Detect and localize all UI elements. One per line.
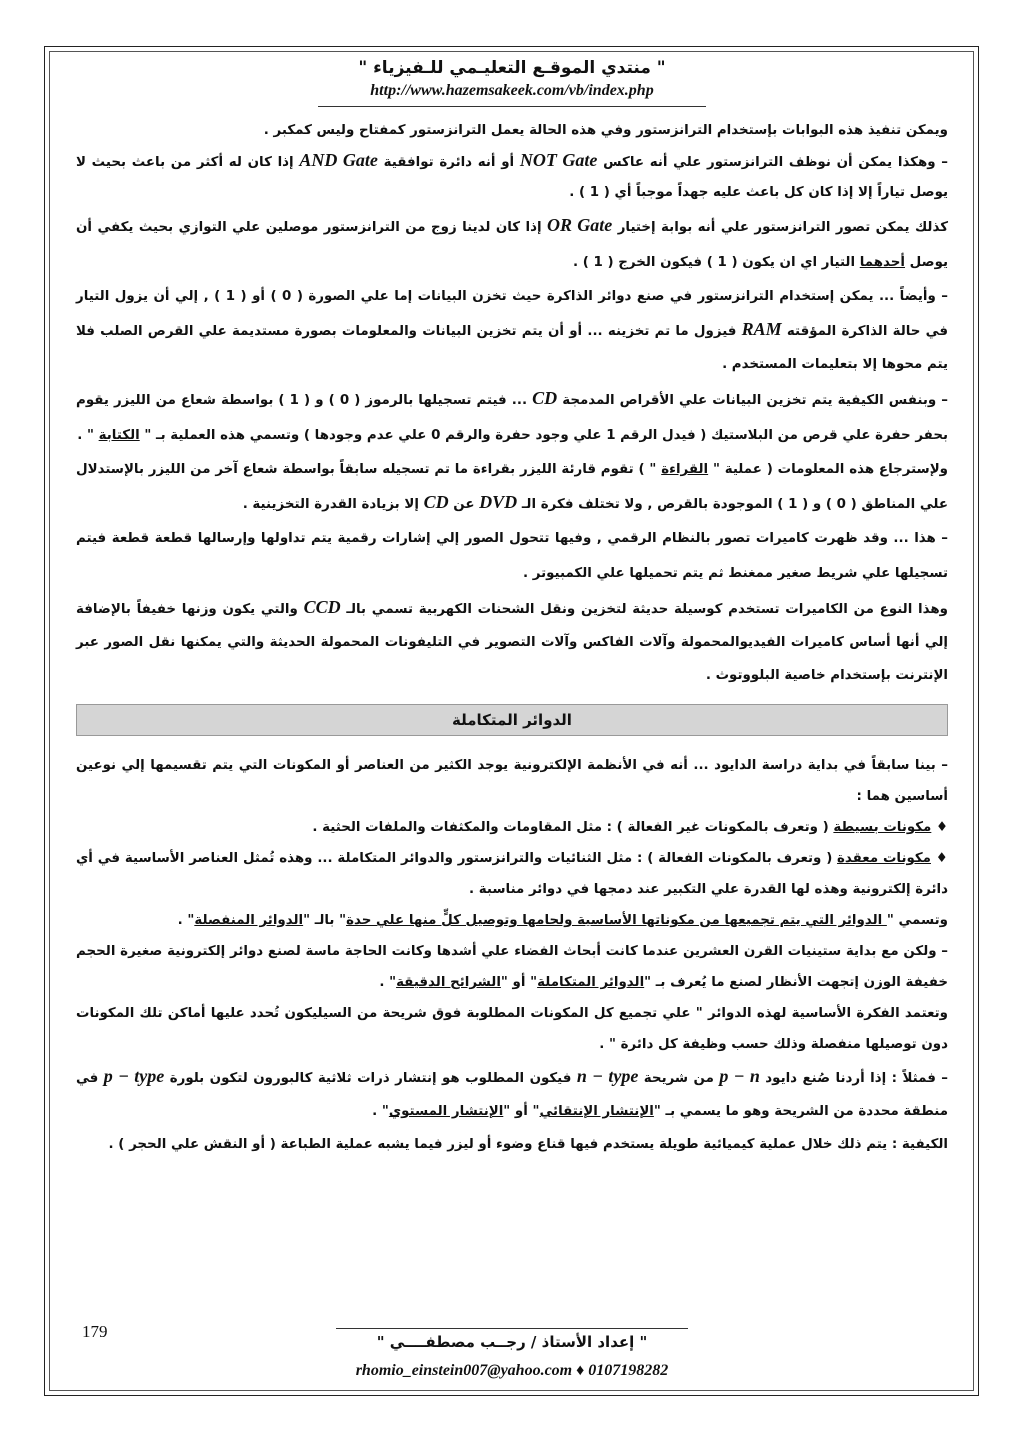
bullet-icon: ♦	[931, 820, 948, 835]
paragraph	[76, 998, 948, 1060]
forum-url: http://www.hazemsakeek.com/vb/index.php	[370, 82, 654, 99]
underlined-term: أحدهما	[859, 255, 905, 270]
underlined-term: الشرائح الدقيقة	[396, 975, 501, 990]
section-heading-bar	[76, 704, 948, 736]
text-span: – بينا سابقاً في بداية دراسة الدايود ... أنه في الأنظمة الإلكترونية يوجد الكثير من العناصر أو المكونات التي يتم تقسيمها إلي نوعين أساسين هما :	[76, 758, 948, 804]
paragraph	[76, 750, 948, 812]
paragraph	[76, 843, 948, 905]
text-span: – وهكذا يمكن أن نوظف الترانزستور علي أنه عاكس	[603, 155, 948, 170]
term-ptype: p − type	[103, 1066, 165, 1086]
text-span: – فمثلاً : إذا أردنا صُنع دايود	[765, 1071, 948, 1086]
underlined-term: الكتابة	[98, 428, 140, 443]
text-span: وتسمي "	[886, 913, 948, 928]
underlined-term: الإنتشار المستوي	[388, 1104, 504, 1119]
text-span: ولإسترجاع هذه المعلومات ( عملية "	[712, 462, 949, 477]
text-span: فيكون المطلوب هو إنتشار ذرات ثلاثية كالبورون لتكون بلورة	[169, 1071, 572, 1086]
footer-divider	[336, 1328, 688, 1329]
section-title: الدوائر المتكاملة	[452, 711, 572, 729]
bullet-icon: ♦	[930, 851, 948, 866]
underlined-term: مكونات معقدة	[837, 851, 931, 866]
text-span: " .	[372, 1104, 389, 1119]
text-span: – هذا ... وقد ظهرت كاميرات تصور بالنظام الرقمي , وفيها تتحول الصور إلي إشارات رقمية يتم تداولها وإرسالها قطعة قطعة فيتم تسجيلها علي شريط صغير ممغنط ثم يتم تحميلها علي الكمبيوتر .	[76, 531, 948, 581]
text-span: عن	[453, 497, 475, 512]
paragraph	[76, 122, 948, 139]
term-ram: RAM	[741, 319, 782, 339]
text-span: ( وتعرف بالمكونات الفعالة ) : مثل الثنائيات والترانزستور والدوائر المتكاملة ... وهذه تُمثل العناصر الأساسية في أي دائرة إلكترونية وهذه لها القدرة علي التكبير عند دمجها في دوائر مناسبة .	[76, 851, 948, 897]
term-cd: CD	[423, 492, 449, 512]
text-span: – ولكن مع بداية ستينيات القرن العشرين عندما كانت أبحاث الفضاء علي أشدها وكانت الحاجة ماسة لصنع دوائر إلكترونية صغيرة الحجم خفيفة الوزن إتجهت الأنظار لصنع ما يُعرف بـ "	[76, 944, 948, 990]
text-span: ... فيتم تسجيلها بالرموز ( 0 ) و ( 1 ) بواسطة شعاع من الليزر يقوم بحفر حفرة علي قرص من البلاستيك ( فيدل الرقم 1 علي وجود حفرة والرقم 0 علي عدم وجودها ) وتسمي هذه العملية بـ "	[76, 393, 948, 443]
text-span: " ) تقوم قارئة الليزر بقراءة ما تم تسجيله سابقاً بواسطة شعاع آخر من الليزر بالإستدلال علي المناطق ( 0 ) و ( 1 ) الموجودة بالقرص , ولا تختلف فكرة الـ	[76, 462, 948, 512]
paragraph	[76, 145, 948, 208]
text-span: والتي يكون وزنها خفيفاً بالإضافة إلي أنها أساس كاميرات الفيديوالمحمولة وآلات الفاكس وآلات التصوير في التليفونات المحمولة الحديثة والتي يمكنها نقل الصور عبر الإنترنت بإستخدام خاصية البلووتوث .	[76, 602, 948, 683]
text-span: فيزول ما تم تخزينه ... أو أن يتم تخزين البيانات والمعلومات بصورة مستديمة علي القرص الصلب فلا يتم محوها إلا بتعليمات المستخدم .	[76, 324, 948, 372]
paragraph	[76, 591, 948, 692]
term-ntype: n − type	[576, 1066, 639, 1086]
text-span: أو أنه دائرة توافقية	[383, 155, 515, 170]
text-span: " أو "	[503, 1104, 540, 1119]
text-span: " بالـ "	[303, 913, 347, 928]
term-pn: p − n	[719, 1066, 760, 1086]
text-span: " .	[177, 913, 195, 928]
term-and-gate: AND Gate	[299, 150, 378, 170]
page-number: 179	[82, 1322, 108, 1341]
text-span: وهذا النوع من الكاميرات تستخدم كوسيلة حديثة لتخزين ونقل الشحنات الكهربية تسمي بالـ	[346, 602, 948, 617]
text-span: كذلك يمكن تصور الترانزستور علي أنه بوابة إختيار	[617, 220, 948, 235]
paragraph	[76, 905, 948, 936]
underlined-term: الدوائر المنفصلة	[194, 913, 304, 928]
page-header	[0, 58, 1024, 100]
paragraph	[76, 521, 948, 591]
term-dvd: DVD	[479, 492, 518, 512]
text-span: الكيفية : يتم ذلك خلال عملية كيميائية طويلة يستخدم فيها قناع وضوء أو ليزر فيما يشبه عملية الطباعة ( أو النقش علي الحجر ) .	[108, 1137, 948, 1152]
paragraph	[76, 812, 948, 843]
text-span: من شريحة	[643, 1071, 714, 1086]
paragraph	[76, 1060, 948, 1128]
text-span: في منطقة محددة من الشريحة وهو ما يسمي بـ "	[76, 1071, 948, 1119]
text-span: " .	[379, 975, 397, 990]
text-span: وتعتمد الفكرة الأساسية لهذه الدوائر " علي تجميع كل المكونات المطلوبة فوق شريحة من السيليكون تُحدد عليها أماكن تلك المكونات دون توصيلها منفصلة وذلك حسب وظيفة كل دائرة " .	[76, 1006, 948, 1052]
text-span: التيار اي ان يكون ( 1 ) فيكون الخرج ( 1 ) .	[572, 255, 856, 270]
underlined-term: الدوائر المتكاملة	[537, 975, 645, 990]
term-ccd: CCD	[303, 597, 341, 617]
paragraph	[76, 280, 948, 381]
text-span: – وأيضاً ... يمكن إستخدام الترانزستور في صنع دوائر الذاكرة حيث تخزن البيانات إما علي الصورة ( 0 ) أو ( 1 ) , إلي أن يزول التيار في حالة الذاكرة المؤقته	[76, 289, 948, 339]
term-or-gate: OR Gate	[547, 215, 613, 235]
text-span: " أو "	[500, 975, 538, 990]
term-not-gate: NOT Gate	[519, 150, 598, 170]
paragraph	[76, 1128, 948, 1161]
underlined-term: الإنتشار الإنتقائي	[539, 1104, 654, 1119]
text-span: إذا كان له أكثر من باعث بحيث لا يوصل تياراً إلا إذا كان كل باعث عليه جهداً موجباً أي ( 1 ) .	[76, 155, 948, 200]
paragraph	[76, 453, 948, 521]
paragraph	[76, 381, 948, 453]
text-span: ويمكن تنفيذ هذه البوابات بإستخدام الترانزستور وفي هذه الحالة يعمل الترانزستور كمفتاح وليس كمكبر .	[263, 123, 948, 138]
document-body	[76, 122, 948, 1161]
text-span: " .	[77, 428, 94, 443]
footer-contact: rhomio_einstein007@yahoo.com ♦ 0107198282	[355, 1362, 669, 1379]
underlined-term: مكونات بسيطة	[833, 820, 932, 835]
text-span: ( وتعرف بالمكونات غير الفعالة ) : مثل المقاومات والمكثفات والملفات الحثية .	[312, 820, 834, 835]
term-cd: CD	[532, 388, 558, 408]
text-span: – وبنفس الكيفية يتم تخزين البيانات علي الأقراص المدمجة	[562, 393, 948, 408]
footer-author: " إعداد الأستاذ / رجــب مصطفــــي "	[376, 1333, 648, 1351]
paragraph	[76, 208, 948, 280]
underlined-term: القراءة	[661, 462, 709, 477]
paragraph	[76, 936, 948, 998]
text-span: إلا بزيادة القدرة التخزينية .	[242, 497, 419, 512]
text-span: إذا كان لدينا زوج من الترانزستور موصلين علي التوازي بحيث يكفي أن يوصل	[76, 220, 948, 270]
underlined-term: الدوائر التي يتم تجميعها من مكوناتها الأساسية ولحامها وتوصيل كلٍّ منها علي حدة	[346, 913, 887, 928]
header-divider	[318, 106, 706, 107]
forum-title: " منتدي الموقـع التعليـمي للـفيزياء "	[358, 58, 666, 78]
